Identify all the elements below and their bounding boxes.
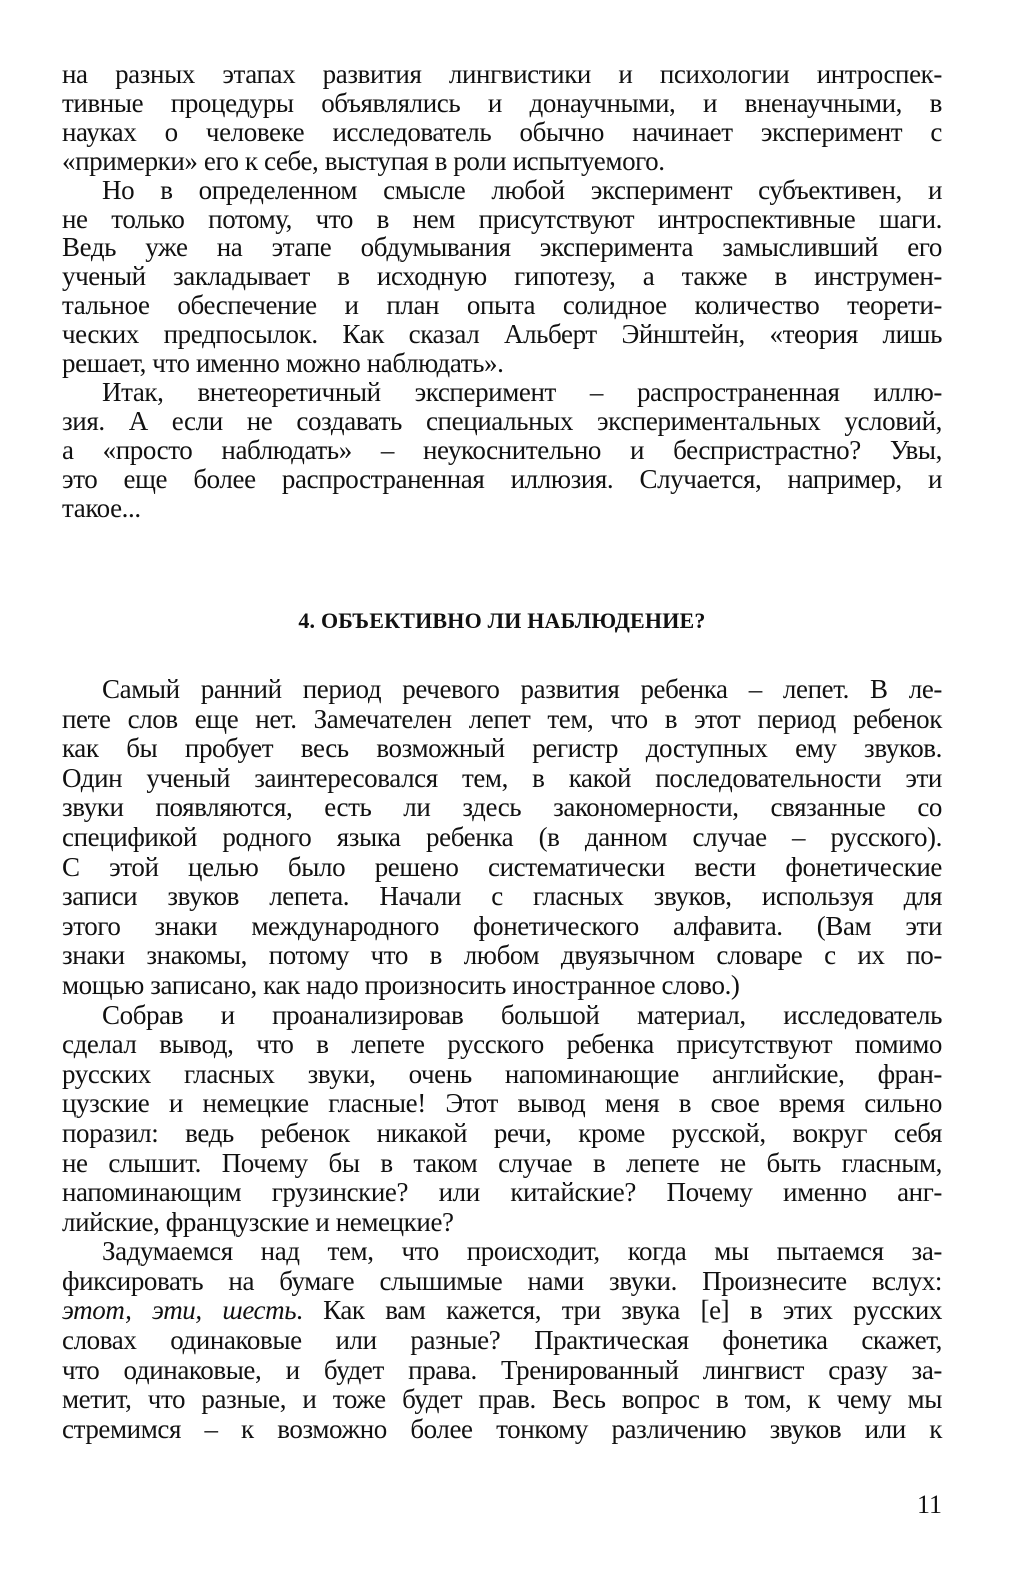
text-line: тальное обеспечение и план опыта солидное количество теорети- — [62, 290, 942, 321]
text-line: а «просто наблюдать» – неукоснительно и беспристрастно? Увы, — [62, 434, 942, 465]
text-line: С этой целью было решено систематически вести фонетические — [62, 851, 942, 882]
text-line: записи звуков лепета. Начали с гласных звуков, используя для — [62, 881, 942, 912]
paragraph — [62, 1001, 942, 1238]
text-line: Самый ранний период речевого развития ребенка – лепет. В ле- — [102, 674, 942, 704]
italic-words: этот, эти, шесть — [62, 1295, 297, 1326]
text-line: мощью записано, как надо произносить иностранное слово.) — [62, 969, 740, 1000]
text-line: Собрав и проанализировав большой материал, исследователь — [102, 999, 942, 1030]
text-line: ческих предпосылок. Как сказал Альберт Эйнштейн, «теория лишь — [62, 319, 942, 350]
text-line — [62, 1296, 942, 1326]
text-line: не слышит. Почему бы в таком случае в лепете не быть гласным, — [62, 1147, 942, 1178]
paragraph — [62, 60, 942, 176]
text-line: Задумаемся над тем, что происходит, когда мы пытаемся за- — [102, 1236, 942, 1267]
text-line: звуки появляются, есть ли здесь закономерности, связанные со — [62, 792, 942, 823]
text-line: «примерки» его к себе, выступая в роли испытуемого. — [62, 145, 665, 176]
text-line: знаки знакомы, потому что в любом двуязычном словаре с их по- — [62, 940, 942, 971]
text-line: как бы пробует весь возможный регистр доступных ему звуков. — [62, 733, 942, 764]
text-line: Ведь уже на этапе обдумывания эксперимента замысливший его — [62, 232, 942, 263]
text-line: стремимся – к возможно более тонкому различению звуков или к — [62, 1413, 942, 1444]
text-line: Один ученый заинтересовался тем, в какой последовательности эти — [62, 762, 942, 793]
text-line: такое... — [62, 492, 141, 523]
text-line: лийские, французские и немецкие? — [62, 1206, 454, 1237]
text-line: пете слов еще нет. Замечателен лепет тем, что в этот период ребенок — [62, 703, 942, 734]
text-line: сделал вывод, что в лепете русского ребенка присутствуют помимо — [62, 1029, 942, 1060]
text-line: словах одинаковые или разные? Практическая фонетика скажет, — [62, 1325, 942, 1356]
text-line: что одинаковые, и будет права. Тренированный лингвист сразу за- — [62, 1354, 942, 1385]
section-heading: 4. ОБЪЕКТИВНО ЛИ НАБЛЮДЕНИЕ? — [298, 608, 706, 633]
text-line: ученый закладывает в исходную гипотезу, а также в инструмен- — [62, 261, 942, 292]
text-line: спецификой родного языка ребенка (в данном случае – русского). — [62, 821, 942, 852]
paragraph — [62, 1237, 942, 1444]
text-line: метит, что разные, и тоже будет прав. Весь вопрос в том, к чему мы — [62, 1384, 942, 1415]
text-line: это еще более распространенная иллюзия. Случается, например, и — [62, 463, 942, 494]
section-1-text — [62, 60, 942, 523]
text-line: цузские и немецкие гласные! Этот вывод меня в свое время сильно — [62, 1088, 942, 1119]
text-line: не только потому, что в нем присутствуют интроспективные шаги. — [62, 203, 942, 234]
text-line: Но в определенном смысле любой эксперимент субъективен, и — [102, 174, 942, 205]
line-rest: . Как вам кажется, три звука [e] в этих русских — [296, 1295, 942, 1326]
text-line: поразил: ведь ребенок никакой речи, кроме русской, вокруг себя — [62, 1117, 942, 1148]
text-line: напоминающим грузинские? или китайские? Почему именно анг- — [62, 1177, 942, 1208]
text-line: тивные процедуры объявлялись и донаучными, и вненаучными, в — [62, 87, 942, 118]
text-line: Итак, внетеоретичный эксперимент – распространенная иллю- — [102, 376, 942, 407]
paragraph — [62, 176, 942, 378]
text-line: науках о человеке исследователь обычно начинает эксперимент с — [62, 116, 942, 147]
section-2-text — [62, 675, 942, 1444]
text-line: зия. А если не создавать специальных экспериментальных условий, — [62, 405, 942, 436]
page-number: 11 — [916, 1490, 942, 1519]
text-line: на разных этапах развития лингвистики и психологии интроспек- — [62, 59, 942, 89]
paragraph — [62, 675, 942, 1001]
text-line: фиксировать на бумаге слышимые нами звуки. Произнесите вслух: — [62, 1265, 942, 1296]
text-line: этого знаки международного фонетического алфавита. (Вам эти — [62, 910, 942, 941]
text-line: русских гласных звуки, очень напоминающие английские, фран- — [62, 1058, 942, 1089]
text-line: решает, что именно можно наблюдать». — [62, 348, 504, 379]
paragraph — [62, 378, 942, 523]
